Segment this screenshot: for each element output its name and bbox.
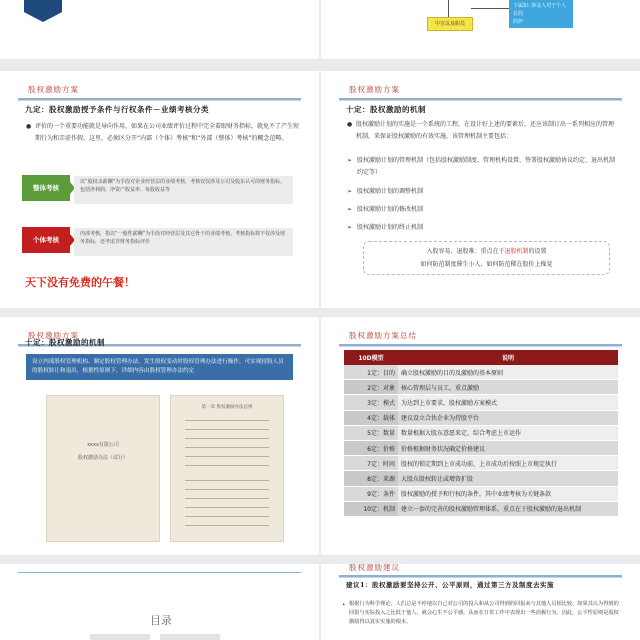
row-key: 4定：载体: [344, 410, 398, 425]
item-arrow-icon: ➢: [347, 206, 353, 213]
doc-text-line: [185, 429, 269, 430]
header-rule-thin: [18, 100, 301, 101]
note-line-2: 如何防范制度催生小人、如何防范稀在股价上操觉: [420, 261, 553, 268]
table-row: [344, 410, 618, 425]
slide-6[interactable]: [0, 564, 319, 640]
slide-2[interactable]: [0, 71, 319, 308]
doc-text-line: [185, 507, 269, 508]
menu-title: 目录: [150, 614, 172, 627]
row-key: 1定：目的: [344, 365, 398, 380]
row-value: 为达到上市要求，股权激励方案模式: [398, 395, 618, 410]
slide-1-partial-right[interactable]: [321, 0, 640, 59]
slide-title: 十定：股权激励的机制: [25, 338, 105, 347]
doc-text-line: [185, 480, 269, 481]
slide-title: 九定：股权激励授予条件与行权条件－业绩考核分类: [25, 105, 209, 114]
doc-text-line: [185, 447, 269, 448]
row-value: 价格根据财务状况确定价格建议: [398, 440, 618, 455]
summary-table: [344, 350, 618, 517]
doc-text-line: [185, 498, 269, 499]
flow-connector: [471, 8, 509, 9]
row-key: 6定：价格: [344, 440, 398, 455]
doc-text-line: [185, 525, 269, 526]
item-arrow-icon: ➢: [347, 224, 353, 231]
row-key: 9定：条件: [344, 486, 398, 501]
header-rule-thin: [339, 346, 622, 347]
slide-header: 股权激励建议: [349, 564, 400, 572]
row-value: 建立一套的完善的股权激励管理体系，重点在于股权激励的退出机制: [398, 501, 618, 516]
slide-header: 股权激励方案: [28, 331, 79, 340]
table-row: [344, 440, 618, 455]
row-value: 确立股权激励的目的及激励的基本原则: [398, 365, 618, 380]
slide-title: 十定：股权激励的机制: [346, 105, 426, 114]
note-line-1: 入股容易、退股难：重点在于退股机制的设置: [426, 248, 547, 255]
mechanism-item-2: 股权激励计划的调整机制: [357, 188, 424, 195]
tag-desc-overall: 以“股权杀薪酬”为手段对企业经营层的业绩考核，考核仅仅涉及公司及股东认可的财务指标，包括净利润、净资产收益率、每股收益等: [74, 176, 293, 204]
tag-overall-assessment: 整体考核: [22, 175, 70, 201]
slogan: 天下没有免费的午餐！: [25, 276, 135, 289]
item-arrow-icon: ➢: [347, 188, 353, 195]
table-row: [344, 486, 618, 501]
row-key: 2定：对象: [344, 380, 398, 395]
tag-individual-assessment: 个体考核: [22, 227, 70, 253]
row-value: 数量根据大股东意愿来定，综合考虑上市运作: [398, 425, 618, 440]
slide-header: 股权激励方案: [28, 85, 79, 94]
table-row: [344, 395, 618, 410]
slide-title: 建议1：股权激励要坚持公开、公平原则，通过第三方及制度去实施: [346, 581, 555, 589]
table-row: [344, 471, 618, 486]
document-page: [170, 395, 284, 542]
doc-title: 股权激励办法（试行）: [77, 455, 128, 461]
doc-company: xxxx有限公司: [87, 442, 119, 448]
row-value: 建议设立合伙企业为持股平台: [398, 410, 618, 425]
table-header-desc: 说明: [398, 350, 618, 365]
intro-bullet-icon: ●: [347, 121, 353, 128]
slide-3[interactable]: [321, 71, 640, 308]
note-box: [363, 241, 610, 275]
table-row: [344, 456, 618, 471]
table-row: [344, 501, 618, 516]
flow-arrow: [448, 0, 449, 17]
document-cover: [46, 395, 160, 542]
row-key: 8定：来源: [344, 471, 398, 486]
row-key: 7定：时间: [344, 456, 398, 471]
table-header-row: [344, 350, 618, 365]
info-banner: 设立内部股权管理机构、制定股权管理办法，发生股权变动时股权管理办法进行操作，可实现持股人员的股权转让和退出，根据性原则下，详细内容由股权管理办法约定: [26, 354, 293, 380]
mechanism-item-1: 股权激励计划的管理机制（包括股权激励制度、管理机构设置、签署股权激励协议约定、退出机制约定等）: [357, 157, 616, 176]
table-row: [344, 380, 618, 395]
doc-text-line: [185, 456, 269, 457]
doc-text-line: [185, 489, 269, 490]
body-bullet-icon: •: [342, 602, 346, 608]
table-row: [344, 425, 618, 440]
blue-note-box: 下属如: 涉及人对于个人长的 的护: [509, 0, 573, 28]
row-value: 大股东股权转让或增资扩股: [398, 471, 618, 486]
tag-desc-individual: 内部考核，指以“一般性薪酬”为手段对经营层及其它骨干的业绩考核，考核指标将不仅涉及财务指标，还考虑非财务指标评价: [74, 228, 293, 256]
intro-text: 股权激励计划的实施是一个系统的工程，在设计好上述的要素后，还应该制订出一系列相应的管理机制，来保证股权激励的有效实施，该管理机制主要包括：: [356, 121, 615, 140]
mechanism-item-4: 股权激励计划的终止机制: [357, 224, 424, 231]
doc-heading: 第一章 股权激励办法总则: [201, 405, 253, 410]
table-row: [344, 365, 618, 380]
row-key: 10定：机制: [344, 501, 398, 516]
slide-7[interactable]: [321, 564, 640, 640]
header-rule-thin: [339, 100, 622, 101]
row-key: 5定：数量: [344, 425, 398, 440]
row-value: 核心管理层与员工，重点激励: [398, 380, 618, 395]
flow-box: 中宣以及职员: [427, 17, 473, 31]
slide-4[interactable]: [0, 317, 319, 555]
slide-1-partial-left[interactable]: [0, 0, 319, 59]
doc-text-line: [185, 516, 269, 517]
intro-bullet-icon: ●: [26, 123, 32, 130]
menu-item-placeholder: [90, 634, 150, 640]
row-value: 股权激励的授予和行权的条件，其中业绩考核为关键条款: [398, 486, 618, 501]
top-accent-rule: [18, 572, 301, 573]
menu-item-placeholder: [160, 634, 220, 640]
item-arrow-icon: ➢: [347, 157, 353, 164]
slide-header: 股权激励方案总结: [349, 331, 417, 340]
mechanism-item-3: 股权激励计划的修改机制: [357, 206, 424, 213]
chevron-banner-icon: [24, 0, 62, 22]
intro-text: 评价的一个重要功能就是导向作用，如果在公司业绩评价过程中完全着眼财务指标，就免不了产生短期行为和弄虚作假。这里，必须区分开“内部（个体）考核”和“外部（整体）考核”的概念范畴。: [35, 123, 300, 142]
slide-header: 股权激励方案: [349, 85, 400, 94]
row-value: 股权的锁定期到上市成功前，上市成功后按照上市规定执行: [398, 456, 618, 471]
doc-text-line: [185, 420, 269, 421]
header-rule-thin: [339, 577, 622, 578]
row-key: 3定：模式: [344, 395, 398, 410]
doc-text-line: [185, 465, 269, 466]
table-header-model: 10D模型: [344, 350, 398, 365]
body-text: 根据行为科学理论，人们总是不停地以自己对公司的投入和从公司得到的回报来与其他人员相比较，如果其认为得到的回报与实际投入之比低于他人，就会心生不公平感，从而在日常工作中表现出一些消极行为。因此，公平性原则是股权激励得以真实实施的根本。: [349, 601, 619, 625]
doc-text-line: [185, 438, 269, 439]
